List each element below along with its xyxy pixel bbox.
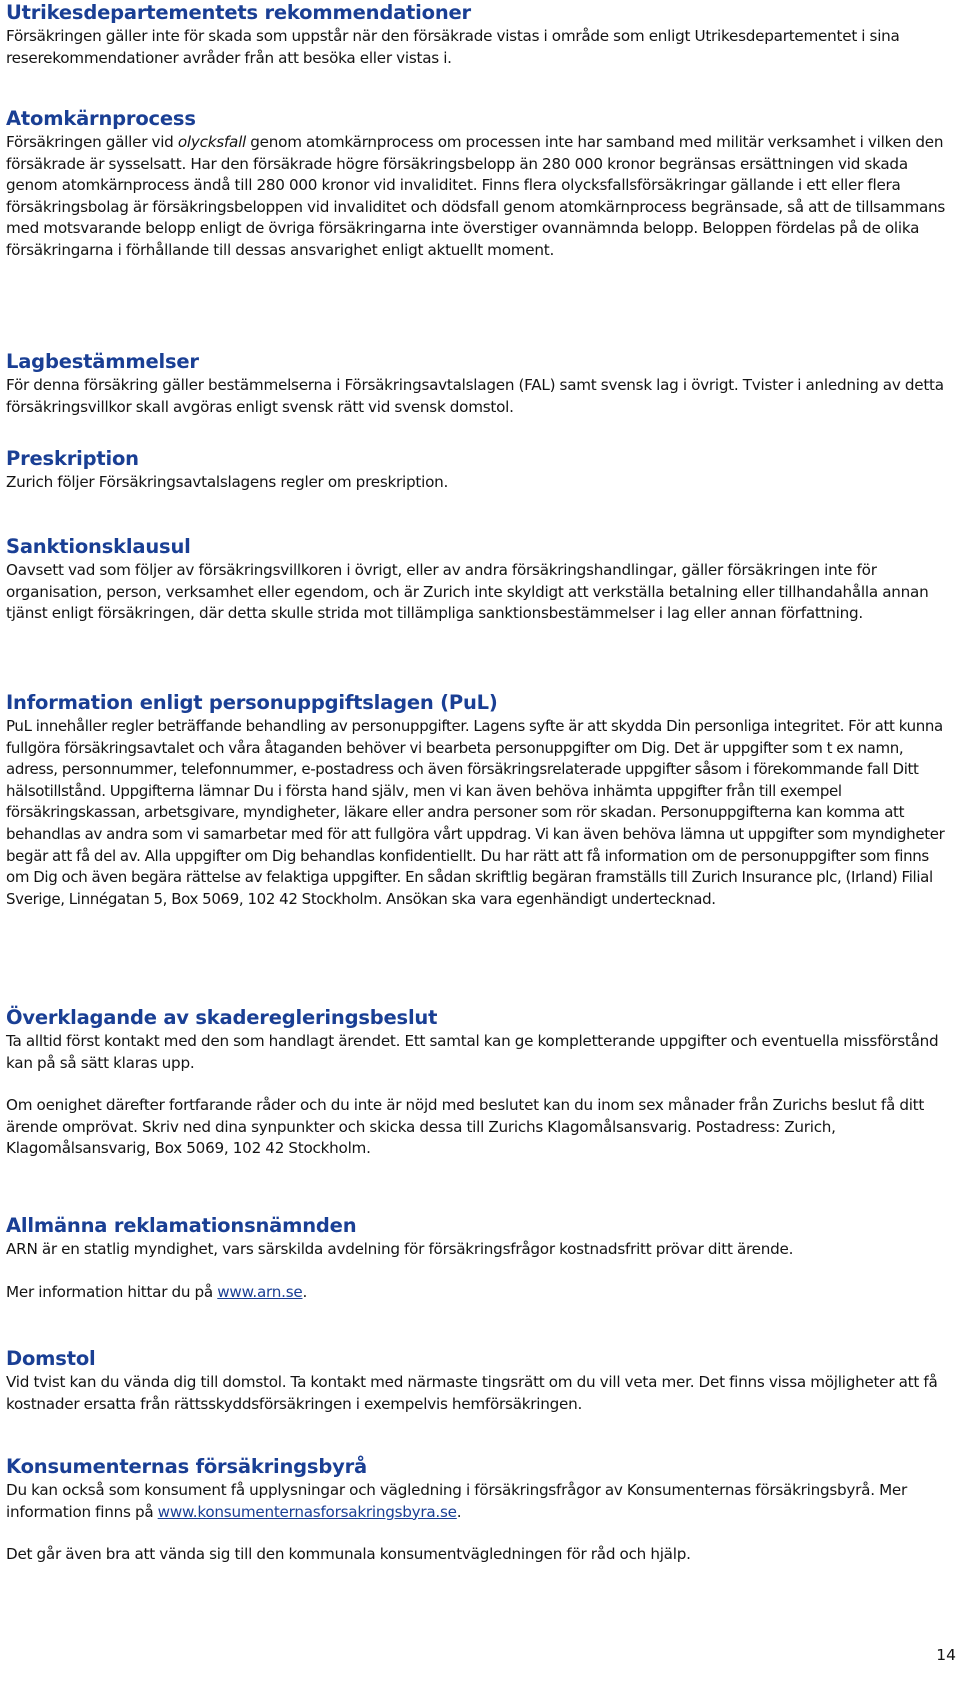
section-paragraph: PuL innehåller regler beträffande behandling av personuppgifter. Lagens syfte är att skydda Din personliga integritet. För att kunna fullgöra försäkringsavtalet och våra åtaganden behöver vi bearbeta personuppgifter om Dig. Det är uppgifter som t ex namn, adress, personnummer, telefonnummer, e-postadress och även försäkringsrelaterade uppgifter såsom i förekommande fall Ditt hälsotillstånd. Uppgifterna lämnar Du i första hand själv, men vi kan även behöva inhämta uppgifter från till exempel försäkringskassan, arbetsgivare, myndigheter, läkare eller andra personer som rör skadan. Personuppgifterna kan komma att behandlas av andra som vi samarbetar med för att fullgöra vårt uppdrag. Vi kan även behöva lämna ut uppgifter som myndigheter begär att få del av. Alla uppgifter om Dig behandlas konfidentiellt. Du har rätt att få information om de personuppgifter som finns om Dig och även begära rättelse av felaktiga uppgifter. En sådan skriftlig begäran framställs till Zurich Insurance plc, (Irland) Filial Sverige, Linnégatan 5, Box 5069, 102 42 Stockholm. Ansökan ska vara egenhändigt undertecknad. bbox=[6, 717, 945, 908]
section-personuppgiftslagen bbox=[6, 690, 956, 910]
section-heading: Lagbestämmelser bbox=[6, 350, 199, 373]
section-paragraph: Ta alltid först kontakt med den som handlagt ärendet. Ett samtal kan ge kompletterande uppgifter och eventuella missförstånd kan på så sätt klaras upp. bbox=[6, 1032, 939, 1072]
paragraph-text: Mer information hittar du på bbox=[6, 1282, 218, 1301]
section-heading: Information enligt personuppgiftslagen (PuL) bbox=[6, 691, 498, 714]
section-overklagande bbox=[6, 1005, 956, 1160]
section-paragraph: För denna försäkring gäller bestämmelserna i Försäkringsavtalslagen (FAL) samt svensk lag i övrigt. Tvister i anledning av detta försäkringsvillkor skall avgöras enligt svensk rätt vid svensk domstol. bbox=[6, 376, 944, 416]
paragraph-text: genom atomkärnprocess om processen inte har samband med militär verksamhet i vilken den försäkrade är sysselsatt. Har den försäkrade högre försäkringsbelopp än 280 000 kronor begränsas ersättningen vid skada genom atomkärnprocess ändå till 280 000 kronor vid invaliditet. Finns flera olycksfallsförsäkringar gällande i ett eller flera försäkringsbolag är försäkringsbeloppen vid invaliditet och dödsfall genom atomkärnprocess begränsade, så att de tillsammans med motsvarande belopp enligt de övriga försäkringarna inte överstiger ovannämnda belopp. Beloppen fördelas på de olika försäkringarna i förhållande till dessas ansvarighet enligt aktuellt moment. bbox=[6, 133, 946, 259]
section-heading: Atomkärnprocess bbox=[6, 107, 196, 130]
section-sanktionsklausul bbox=[6, 534, 956, 625]
section-paragraph: Om oenighet därefter fortfarande råder och du inte är nöjd med beslutet kan du inom sex månader från Zurichs beslut få ditt ärende omprövat. Skriv ned dina synpunkter och skicka dessa till Zurichs Klagomålsansvarig. Postadress: Zurich, Klagomålsansvarig, Box 5069, 102 42 Stockholm. bbox=[6, 1096, 925, 1158]
paragraph-text: . bbox=[456, 1502, 462, 1521]
paragraph-text: Du kan också som konsument få upplysningar och vägledning i försäkringsfrågor av Konsumenternas försäkringsbyrå. Mer information finns på bbox=[6, 1481, 908, 1521]
section-preskription bbox=[6, 446, 956, 494]
section-konsumenternas bbox=[6, 1454, 956, 1566]
section-paragraph: ARN är en statlig myndighet, vars särskilda avdelning för försäkringsfrågor kostnadsfritt prövar ditt ärende. bbox=[6, 1240, 794, 1258]
section-paragraph bbox=[6, 1480, 956, 1523]
section-paragraph: Försäkringen gäller inte för skada som uppstår när den försäkrade vistas i område som enligt Utrikesdepartementet i sina reserekommendationer avråder från att besöka eller vistas i. bbox=[6, 27, 900, 67]
section-lagbestammelser bbox=[6, 349, 956, 418]
emphasis-text: olycksfall bbox=[177, 133, 247, 151]
page-number: 14 bbox=[936, 1646, 956, 1664]
section-paragraph: Oavsett vad som följer av försäkringsvillkoren i övrigt, eller av andra försäkringshandlingar, gäller försäkringen inte för organisation, person, verksamhet eller egendom, och är Zurich inte skyldigt att verkställa betalning eller tillhandahålla annan tjänst enligt försäkringen, där detta skulle strida mot tillämpliga sanktionsbestämmelser i lag eller annan författning. bbox=[6, 561, 929, 623]
section-heading: Konsumenternas försäkringsbyrå bbox=[6, 1455, 367, 1478]
section-arn bbox=[6, 1213, 956, 1303]
arn-link[interactable]: www.arn.se bbox=[217, 1282, 303, 1301]
section-paragraph: Zurich följer Försäkringsavtalslagens regler om preskription. bbox=[6, 473, 449, 491]
konsumenternas-link[interactable]: www.konsumenternasforsakringsbyra.se bbox=[157, 1502, 457, 1521]
section-heading: Sanktionsklausul bbox=[6, 535, 191, 558]
paragraph-text: Försäkringen gäller vid bbox=[6, 133, 178, 151]
section-paragraph bbox=[6, 132, 956, 262]
section-atomkarnprocess bbox=[6, 106, 956, 262]
section-heading: Domstol bbox=[6, 1347, 96, 1370]
paragraph-text: . bbox=[302, 1282, 308, 1301]
section-paragraph bbox=[6, 1282, 956, 1304]
section-heading: Utrikesdepartementets rekommendationer bbox=[6, 1, 471, 24]
section-utrikesdepartementet bbox=[6, 0, 956, 69]
section-heading: Allmänna reklamationsnämnden bbox=[6, 1214, 357, 1237]
section-paragraph: Det går även bra att vända sig till den kommunala konsumentvägledningen för råd och hjälp. bbox=[6, 1545, 691, 1564]
section-heading: Preskription bbox=[6, 447, 139, 470]
section-paragraph: Vid tvist kan du vända dig till domstol. Ta kontakt med närmaste tingsrätt om du vill veta mer. Det finns vissa möjligheter att få kostnader ersatta från rättsskyddsförsäkringen i exempelvis hemförsäkringen. bbox=[6, 1373, 938, 1413]
section-domstol bbox=[6, 1346, 956, 1415]
section-heading: Överklagande av skaderegleringsbeslut bbox=[6, 1006, 438, 1029]
